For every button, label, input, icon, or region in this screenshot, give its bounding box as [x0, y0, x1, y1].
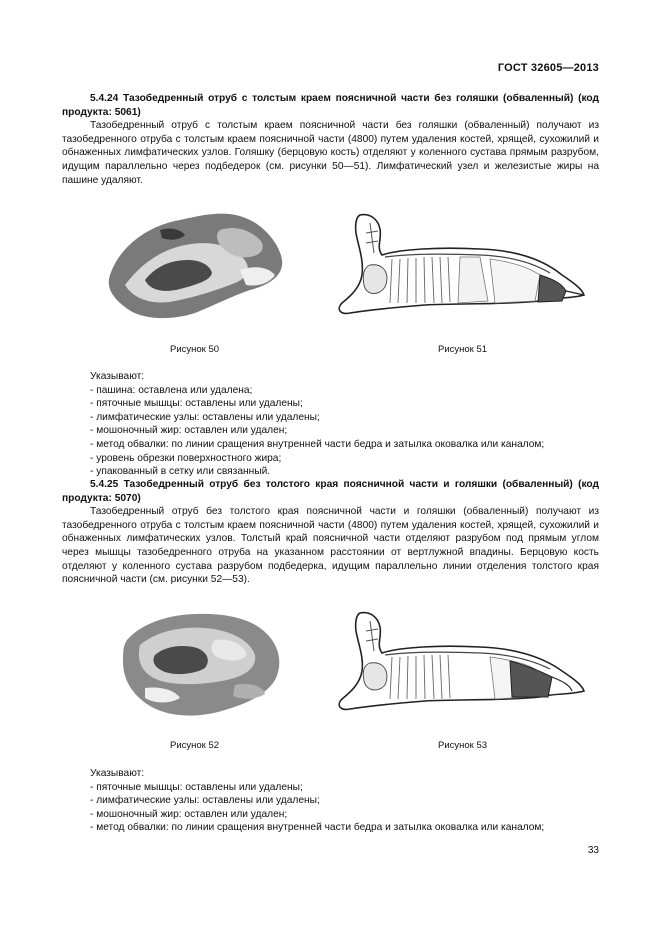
section-body: Тазобедренный отруб без толстого края поясничной части и голяшки (обваленный) получают из тазобедренного отруба с толстым краем поясничной части (4800) путем удаления костей, хрящей, сухожилий и обнаженных лимфатических узлов. Толстый край поясничной части отделяют разрубом под прямым углом через мышцы тазобедренного отруба на указанном расстоянии от вертлужной впадины. Берцовую кость отделяют у коленного сустава разрубом подбедерка, идущим параллельно линии отделения толстого края поясничной части (см. рисунки 52—53).: [62, 506, 599, 586]
figure-52-meat-cut-image: [115, 600, 290, 725]
section-5-4-25: [62, 478, 599, 587]
figure-53-caption: Рисунок 53: [438, 740, 488, 751]
figure-51-carcass-diagram: [330, 205, 590, 325]
list-item: - метод обвалки: по линии сращения внутренней части бедра и затылка оковалка или каналом;: [90, 438, 545, 450]
figure-52-caption: Рисунок 52: [170, 740, 220, 751]
list-item: - упакованный в сетку или связанный.: [90, 466, 271, 478]
figure-51-caption: Рисунок 51: [438, 344, 488, 355]
list-item: - пяточные мышцы: оставлены или удалены;: [90, 781, 303, 793]
list-item: - метод обвалки: по линии сращения внутренней части бедра и затылка оковалка или каналом;: [90, 822, 545, 834]
section-heading: 5.4.25 Тазобедренный отруб без толстого края поясничной части и голяшки (обваленный) (код продукта: 5070): [62, 479, 599, 504]
list-intro: Указывают:: [90, 768, 145, 779]
list-item: - уровень обрезки поверхностного жира;: [90, 452, 282, 464]
list-item: - лимфатические узлы: оставлены или удалены;: [90, 411, 320, 423]
figure-53-carcass-diagram: [330, 605, 590, 715]
section-body: Тазобедренный отруб с толстым краем поясничной части без голяшки (обваленный) получают из тазобедренного отруба с толстым краем поясничной части (4800) путем удаления костей, хрящей, сухожилий и обнаженных лимфатических узлов. Голяшку (берцовую кость) отделяют у коленного сустава прямым разрубом, идущим параллельно через подбедерок (см. рисунки 50—51). Лимфатический узел и железистые жиры на пашине удаляют.: [62, 120, 599, 186]
list-intro: Указывают:: [90, 371, 145, 382]
figure-50-meat-cut-image: [100, 205, 290, 330]
section2-list: [90, 767, 610, 835]
standard-number: ГОСТ 32605—2013: [497, 62, 599, 74]
section-5-4-24: [62, 92, 599, 187]
list-item: - пашина: оставлена или удалена;: [90, 384, 253, 396]
list-item: - пяточные мышцы: оставлены или удалены;: [90, 398, 303, 410]
section-heading: 5.4.24 Тазобедренный отруб с толстым краем поясничной части без голяшки (обваленный) (код продукта: 5061): [62, 93, 599, 118]
figure-50-caption: Рисунок 50: [170, 344, 220, 355]
list-item: - лимфатические узлы: оставлены или удалены;: [90, 795, 320, 807]
list-item: - мошоночный жир: оставлен или удален;: [90, 808, 288, 820]
list-item: - мошоночный жир: оставлен или удален;: [90, 425, 288, 437]
section1-list: [90, 370, 610, 479]
page-number: 33: [587, 845, 599, 856]
